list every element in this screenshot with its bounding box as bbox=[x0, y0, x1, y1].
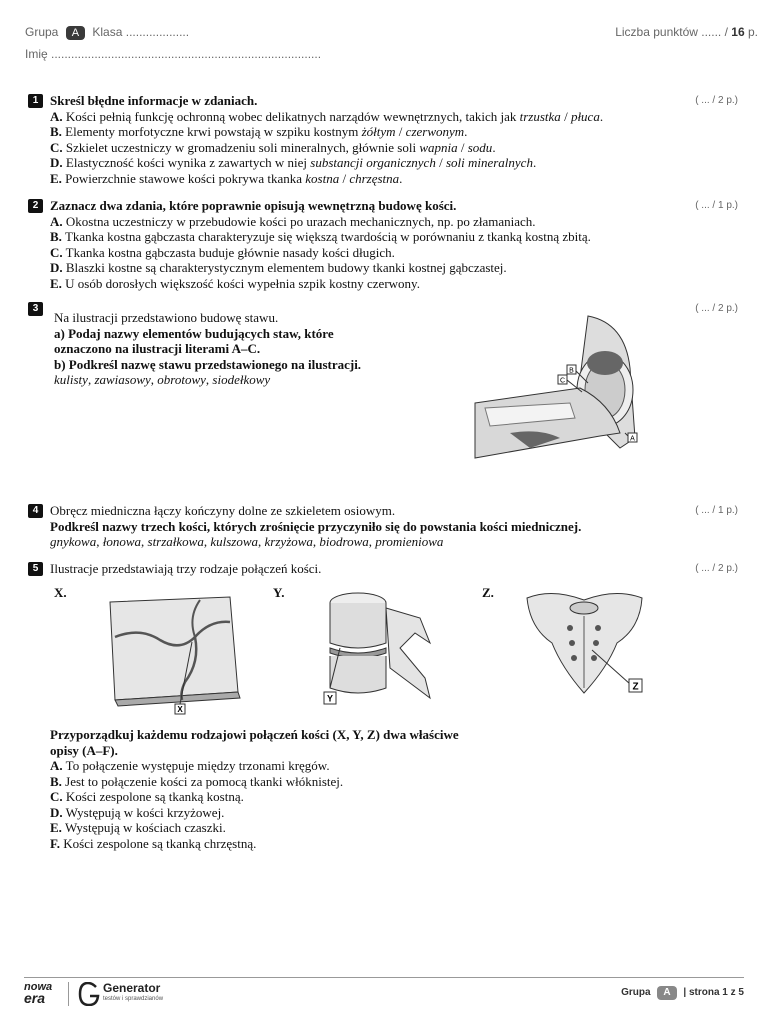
option-word[interactable]: siodełkowy bbox=[212, 372, 271, 387]
suture-illustration bbox=[100, 592, 245, 717]
figure-label-z: Z. bbox=[482, 585, 494, 600]
group-badge: A bbox=[66, 26, 85, 40]
vertebra-illustration bbox=[320, 588, 440, 713]
points-summary bbox=[615, 25, 758, 39]
figure-label-x: X. bbox=[54, 585, 67, 600]
group-label: Grupa bbox=[25, 25, 59, 39]
generator-logo-icon bbox=[78, 982, 100, 1006]
list-item[interactable]: D. Blaszki kostne są charakterystycznym elementem budowy tkanki kostnej gąbczastej. bbox=[50, 260, 507, 275]
label-b: B bbox=[569, 367, 574, 375]
task-5 bbox=[28, 561, 748, 577]
nowa-era-logo: nowa era bbox=[24, 981, 53, 1006]
task-1 bbox=[28, 93, 748, 186]
task-points: ( ... / 2 p.) bbox=[695, 563, 738, 574]
option-1[interactable]: kostna bbox=[305, 170, 340, 186]
answer-options: gnykowa, łonowa, strzałkowa, kulszowa, krzyżowa, biodrowa, promieniowa bbox=[50, 534, 444, 549]
joint-illustration bbox=[470, 308, 645, 468]
option-word[interactable]: gnykowa bbox=[50, 534, 97, 549]
task-question-a: a) Podaj nazwy elementów budujących staw, które bbox=[54, 325, 334, 341]
option-1[interactable]: substancji organicznych bbox=[310, 155, 436, 170]
task-title: Podkreśl nazwy trzech kości, których zrośnięcie przyczyniło się do powstania kości miednicznej. bbox=[50, 518, 582, 534]
list-item: A. Kości pełnią funkcję ochronną wobec delikatnych narządów wewnętrznych, takich jak trzustka / płuca. bbox=[50, 108, 604, 124]
label-a: A bbox=[630, 435, 635, 443]
list-item[interactable]: B. Tkanka kostna gąbczasta charakteryzuje się większą twardością w porównaniu z tkanką kostną zbitą. bbox=[50, 229, 591, 244]
list-item[interactable]: A. Okostna uczestniczy w przebudowie kości po urazach mechanicznych, np. po złamaniach. bbox=[50, 213, 536, 229]
option-word[interactable]: łonowa bbox=[102, 534, 142, 549]
task-intro: Obręcz miedniczna łączy kończyny dolne ze szkieletem osiowym. bbox=[50, 503, 396, 518]
generator-logo: Generator testów i sprawdzianów bbox=[103, 981, 164, 1002]
task-intro: Na ilustracji przedstawiono budowę stawu. bbox=[54, 310, 279, 325]
option-word[interactable]: krzyżowa bbox=[264, 534, 313, 549]
logo-divider bbox=[68, 982, 69, 1006]
option-word[interactable]: obrotowy bbox=[157, 372, 206, 387]
task-4 bbox=[28, 503, 748, 550]
task-title: Skreśl błędne informacje w zdaniach. bbox=[50, 93, 258, 108]
list-item: A. To połączenie występuje między trzonami kręgów. bbox=[50, 758, 330, 773]
list-item: C. Szkielet uczestniczy w gromadzeniu soli mineralnych, głównie soli wapnia / sodu. bbox=[50, 139, 496, 155]
option-1[interactable]: żółtym bbox=[361, 124, 396, 139]
option-1[interactable]: trzustka bbox=[519, 108, 561, 124]
tag-x: X bbox=[177, 705, 183, 714]
option-word[interactable]: zawiasowy bbox=[94, 372, 151, 387]
class-field: Klasa ................... bbox=[92, 25, 190, 39]
points-total: 16 bbox=[731, 25, 745, 39]
task-points: ( ... / 2 p.) bbox=[695, 95, 738, 106]
task-points: ( ... / 1 p.) bbox=[695, 505, 738, 516]
option-word[interactable]: kulisty bbox=[54, 372, 88, 387]
list-item: C. Kości zespolone są tkanką kostną. bbox=[50, 789, 244, 804]
list-item: E. Powierzchnie stawowe kości pokrywa tkanka kostna / chrzęstna. bbox=[50, 170, 403, 186]
group-field bbox=[25, 25, 189, 40]
option-1[interactable]: wapnia bbox=[419, 139, 458, 155]
tag-z: Z bbox=[632, 681, 639, 693]
label-c: C bbox=[559, 377, 566, 385]
option-word[interactable]: biodrowa bbox=[319, 534, 369, 549]
list-item: D. Występują w kości krzyżowej. bbox=[50, 804, 225, 820]
list-item: E. Występują w kościach czaszki. bbox=[50, 820, 226, 835]
option-2[interactable]: soli mineralnych bbox=[445, 155, 533, 170]
option-2[interactable]: sodu bbox=[467, 139, 493, 155]
task-2 bbox=[28, 198, 748, 291]
task-number: 3 bbox=[28, 302, 43, 316]
task-number: 2 bbox=[28, 199, 43, 213]
option-2[interactable]: czerwonym bbox=[405, 124, 465, 139]
answer-options: kulisty, zawiasowy, obrotowy, siodełkowy bbox=[54, 372, 271, 387]
list-item: B. Elementy morfotyczne krwi powstają w szpiku kostnym żółtym / czerwonym. bbox=[50, 124, 468, 139]
name-field: Imię ................................................................................. bbox=[25, 47, 322, 61]
task-number: 4 bbox=[28, 504, 43, 518]
task-points: ( ... / 1 p.) bbox=[695, 200, 738, 211]
task-title: Przyporządkuj każdemu rodzajowi połączeń kości (X, Y, Z) dwa właściwe bbox=[50, 727, 459, 742]
sacrum-illustration bbox=[522, 588, 647, 698]
task-5-instructions bbox=[50, 727, 768, 851]
footer-divider bbox=[24, 977, 744, 978]
points-suffix: p. bbox=[747, 25, 758, 39]
points-label: Liczba punktów ...... / bbox=[615, 25, 728, 39]
figure-label-y: Y. bbox=[273, 585, 285, 600]
task-question-a-cont: oznaczono na ilustracji literami A–C. bbox=[54, 341, 261, 356]
option-word[interactable]: promieniowa bbox=[375, 534, 444, 549]
option-2[interactable]: chrzęstna bbox=[349, 170, 400, 186]
task-question-b: b) Podkreśl nazwę stawu przedstawionego na ilustracji. bbox=[54, 356, 362, 372]
task-points: ( ... / 2 p.) bbox=[695, 303, 738, 314]
option-word[interactable]: strzałkowa bbox=[147, 534, 204, 549]
task-number: 5 bbox=[28, 562, 43, 576]
task-number: 1 bbox=[28, 94, 43, 108]
task-title-cont: opisy (A–F). bbox=[50, 742, 118, 758]
task-title: Zaznacz dwa zdania, które poprawnie opisują wewnętrzną budowę kości. bbox=[50, 198, 457, 213]
task-intro: Ilustracje przedstawiają trzy rodzaje połączeń kości. bbox=[50, 561, 322, 576]
list-item: B. Jest to połączenie kości za pomocą tkanki włóknistej. bbox=[50, 773, 344, 789]
list-item: D. Elastyczność kości wynika z zawartych w niej substancji organicznych / soli mineralnych. bbox=[50, 155, 537, 170]
tag-y: Y bbox=[326, 693, 334, 704]
list-item[interactable]: C. Tkanka kostna gąbczasta buduje głównie nasady kości długich. bbox=[50, 244, 395, 260]
list-item[interactable]: E. U osób dorosłych większość kości wypełnia szpik kostny czerwony. bbox=[50, 275, 420, 291]
option-word[interactable]: kulszowa bbox=[210, 534, 259, 549]
list-item: F. Kości zespolone są tkanką chrzęstną. bbox=[50, 835, 257, 851]
option-2[interactable]: płuca bbox=[570, 108, 600, 124]
page-indicator: Grupa A | strona 1 z 5 bbox=[621, 987, 744, 998]
group-badge: A bbox=[657, 986, 676, 1000]
